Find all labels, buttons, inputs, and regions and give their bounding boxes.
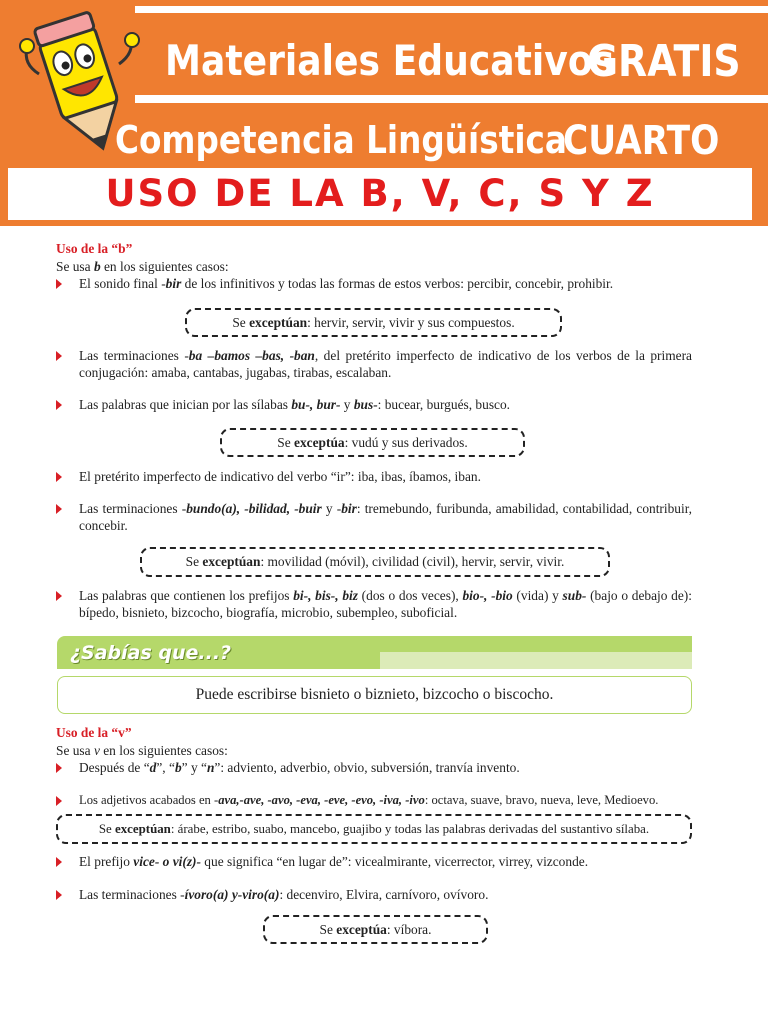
bullet-icon: [56, 351, 64, 361]
header-competencia: Competencia Lingüística: [115, 118, 567, 162]
section-v-intro: Se usa v en los siguientes casos:: [56, 743, 228, 758]
section-v-heading: Uso de la “v”: [56, 725, 132, 740]
list-item: Las terminaciones -ívoro(a) y-viro(a): decenviro, Elvira, carnívoro, ovívoro.: [79, 887, 489, 902]
list-item: Las palabras que inician por las sílabas bu-, bur- y bus-: bucear, burgués, busco.: [79, 397, 511, 412]
bullet-icon: [56, 763, 64, 773]
bullet-icon: [56, 400, 64, 410]
page-title: USO DE LA B, V, C, S Y Z: [105, 172, 655, 215]
header-materiales: Materiales Educativos: [165, 36, 615, 85]
header-gratis: GRATIS: [587, 36, 741, 87]
sabias-box: Puede escribirse bisnieto o biznieto, bizcocho o biscocho.: [57, 676, 692, 714]
bullet-icon: [56, 796, 64, 806]
header-banner: [0, 0, 768, 226]
bullet-icon: [56, 857, 64, 867]
list-item: Después de “d”, “b” y “n”: adviento, adverbio, obvio, subversión, tranvía invento.: [79, 760, 520, 775]
exception-box: Se exceptúa: víbora.: [263, 915, 488, 944]
sabias-header-accent: [380, 652, 692, 669]
bullet-icon: [56, 279, 64, 289]
list-item: El prefijo vice- o vi(z)- que significa “en lugar de”: vicealmirante, vicerrector, virrey, vizconde.: [79, 854, 589, 869]
sabias-title: ¿Sabías que...?: [70, 642, 232, 664]
exception-box: Se exceptúan: hervir, servir, vivir y sus compuestos.: [185, 308, 562, 337]
title-box: [8, 168, 752, 220]
list-item: El sonido final -bir de los infinitivos y todas las formas de estos verbos: percibir, concebir, prohibir.: [79, 276, 614, 291]
list-item: Los adjetivos acabados en -ava,-ave, -avo, -eva, -eve, -evo, -iva, -ivo: octava, suave, bravo, nueva, leve, Medioevo.: [79, 793, 659, 807]
bullet-icon: [56, 472, 64, 482]
header-stripe: [135, 6, 768, 13]
section-b-heading: Uso de la “b”: [56, 241, 133, 256]
list-item: Las palabras que contienen los prefijos bi-, bis-, biz (dos o dos veces), bio-, -bio (vida) y sub- (bajo o debajo de): bípedo, bisnieto, bizcocho, biografía, microbio, subempleo, suboficial.: [79, 588, 692, 620]
bullet-icon: [56, 890, 64, 900]
list-item: Las terminaciones -bundo(a), -bilidad, -buir y -bir: tremebundo, furibunda, amabilidad, contabilidad, contribuir, concebir.: [79, 501, 692, 533]
header-grado: CUARTO: [563, 118, 720, 164]
exception-box: Se exceptúan: árabe, estribo, suabo, mancebo, guajibo y todas las palabras derivadas del sustantivo sílaba.: [56, 814, 692, 844]
section-b-intro: Se usa b en los siguientes casos:: [56, 259, 229, 274]
list-item: El pretérito imperfecto de indicativo del verbo “ir”: iba, ibas, íbamos, iban.: [79, 469, 481, 484]
exception-box: Se exceptúan: movilidad (móvil), civilidad (civil), hervir, servir, vivir.: [140, 547, 610, 577]
list-item: Las terminaciones -ba –bamos –bas, -ban, del pretérito imperfecto de indicativo de los verbos de la primera conjugación: amaba, cantabas, jugabas, tirabas, escalaban.: [79, 348, 692, 380]
header-stripe: [135, 95, 768, 103]
bullet-icon: [56, 504, 64, 514]
bullet-icon: [56, 591, 64, 601]
exception-box: Se exceptúa: vudú y sus derivados.: [220, 428, 525, 457]
